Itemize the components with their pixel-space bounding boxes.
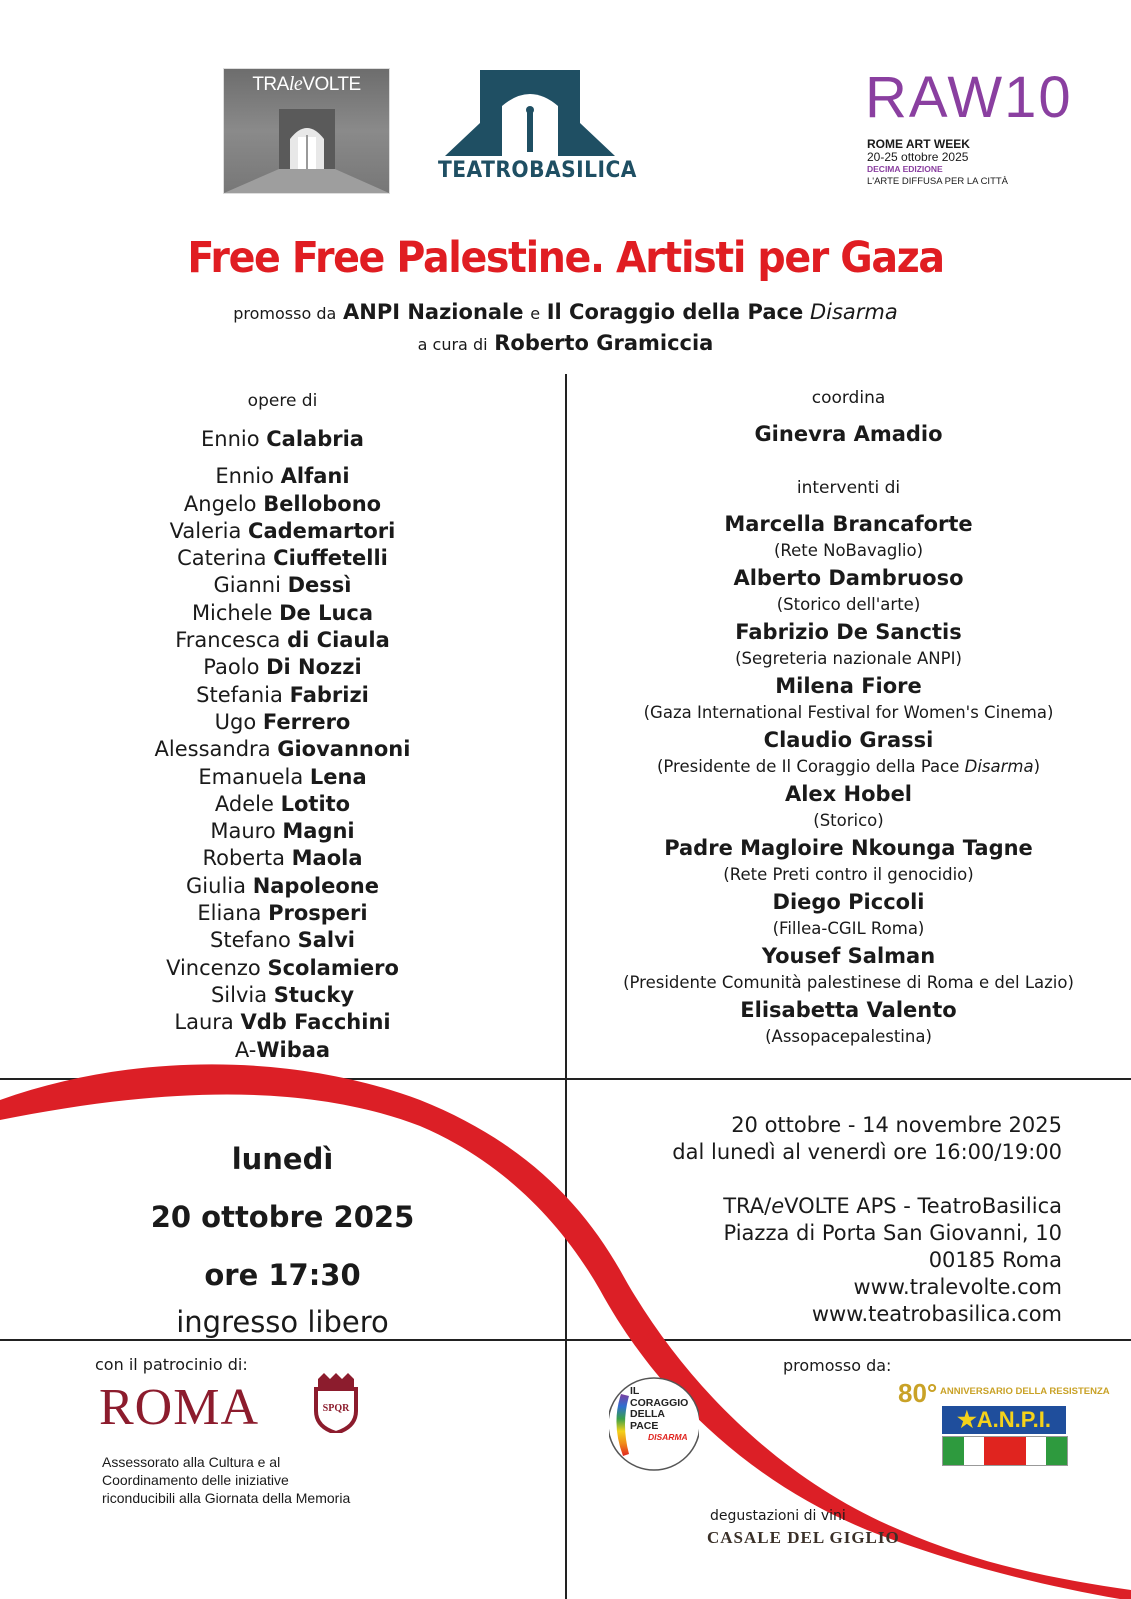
raw10-line1: ROME ART WEEK <box>867 137 970 151</box>
artist-item: Francesca di Ciaula <box>175 628 390 653</box>
speaker-name: Padre Magloire Nkounga Tagne <box>664 836 1033 860</box>
artist-item: Paolo Di Nozzi <box>203 655 362 680</box>
speaker-affiliation: (Rete Preti contro il genocidio) <box>723 865 974 884</box>
raw10-wordmark: RAW10 <box>865 65 1073 130</box>
artist-item: Adele Lotito <box>214 791 351 816</box>
speaker-affiliation: (Storico dell'arte) <box>776 595 921 614</box>
artist-item: Stefano Salvi <box>210 928 355 953</box>
speaker-affiliation: (Storico) <box>813 811 884 830</box>
basilica-arch-icon <box>430 68 630 158</box>
coraggio-pace-logo <box>609 1374 699 1474</box>
artist-item: Ennio Alfani <box>215 464 350 489</box>
speaker-affiliation: (Gaza International Festival for Women's Cinema) <box>643 703 1054 722</box>
wine-tasting-label: degustazioni di vini <box>710 1508 846 1524</box>
casale-del-giglio-logo: CASALE DEL GIGLIO <box>707 1528 900 1547</box>
speaker-name: Yousef Salman <box>761 944 936 968</box>
website-tralevolte: www.tralevolte.com <box>853 1275 1062 1299</box>
artist-item: Giulia Napoleone <box>186 873 379 898</box>
event-title: Free Free Palestine. Artisti per Gaza <box>187 233 944 283</box>
tralevolte-logo-text: TRAleVOLTE <box>252 73 361 95</box>
speaker-name: Marcella Brancaforte <box>724 512 973 536</box>
event-entry: ingresso libero <box>176 1305 389 1339</box>
patronage-label: con il patrocinio di: <box>95 1355 248 1374</box>
raw10-line3: DECIMA EDIZIONE <box>867 164 943 174</box>
teatrobasilica-logo <box>430 68 637 190</box>
exhibition-info <box>600 1112 1062 1328</box>
featured-artist: Ennio Calabria <box>201 427 364 451</box>
anpi-anniversary-text: ANNIVERSARIO DELLA RESISTENZA <box>940 1386 1110 1397</box>
event-date: 20 ottobre 2025 <box>150 1200 415 1234</box>
speaker-name: Milena Fiore <box>775 674 922 698</box>
artist-item: A-Wibaa <box>234 1037 331 1062</box>
artist-item: Michele De Luca <box>191 600 374 625</box>
promoted-by-line: promosso da ANPI Nazionale e Il Coraggio della Pace Disarma <box>233 300 898 324</box>
speakers-label: interventi di <box>796 478 901 498</box>
works-by-label: opere di <box>247 391 318 411</box>
artist-item: Gianni Dessì <box>213 573 352 598</box>
speaker-affiliation: (Presidente Comunità palestinese di Roma e del Lazio) <box>623 973 1074 992</box>
artist-item: Eliana Prosperi <box>197 901 368 926</box>
speaker-name: Claudio Grassi <box>763 728 934 752</box>
assessorato-text: Assessorato alla Cultura e al Coordinamento delle iniziative riconducibili alla Giornata della Memoria <box>102 1454 351 1506</box>
exhibition-hours: dal lunedì al venerdì ore 16:00/19:00 <box>672 1140 1062 1164</box>
speaker-name: Alex Hobel <box>784 782 913 806</box>
promoted-by-label: promosso da: <box>783 1356 892 1375</box>
artist-item: Alessandra Giovannoni <box>154 737 411 762</box>
crest-spqr: SPQR <box>322 1403 350 1414</box>
anpi-name: ★A.N.P.I. <box>957 1407 1051 1432</box>
speaker-affiliation: (Fillea-CGIL Roma) <box>772 919 925 938</box>
artist-item: Silvia Stucky <box>210 982 355 1007</box>
speaker-list <box>566 510 1131 1050</box>
artist-item: Vincenzo Scolamiero <box>166 955 399 980</box>
arch-photo-icon <box>224 69 389 193</box>
raw10-logo <box>865 65 1085 198</box>
event-time: ore 17:30 <box>204 1258 361 1292</box>
exhibition-period: 20 ottobre - 14 novembre 2025 <box>731 1113 1062 1137</box>
event-datetime <box>0 1130 565 1340</box>
artist-item: Ugo Ferrero <box>214 709 351 734</box>
artist-item: Angelo Bellobono <box>183 491 382 516</box>
speaker-affiliation: (Rete NoBavaglio) <box>773 541 924 560</box>
speaker-name: Fabrizio De Sanctis <box>735 620 962 644</box>
event-day: lunedì <box>231 1142 334 1176</box>
speaker-name: Elisabetta Valento <box>740 998 957 1022</box>
artist-item: Roberta Maola <box>202 846 363 871</box>
coordinator-label: coordina <box>811 388 886 408</box>
anpi-flag-band <box>942 1436 1068 1466</box>
coraggio-text: IL CORAGGIO DELLA PACE DISARMA <box>630 1385 689 1442</box>
roma-logo-text: ROMA <box>99 1379 260 1436</box>
teatrobasilica-name: TEATROBASILICA <box>438 158 637 183</box>
anpi-logo <box>898 1376 1110 1468</box>
speaker-affiliation: (Presidente de Il Coraggio della Pace Disarma) <box>656 757 1041 776</box>
speaker-affiliation: (Assopacepalestina) <box>765 1027 932 1046</box>
artist-list <box>0 463 565 1064</box>
website-teatrobasilica: www.teatrobasilica.com <box>811 1302 1062 1326</box>
venue-city: 00185 Roma <box>928 1248 1062 1272</box>
artist-item: Mauro Magni <box>210 819 355 844</box>
speaker-affiliation: (Segreteria nazionale ANPI) <box>735 649 962 668</box>
anpi-star-icon: ★ <box>957 1407 977 1432</box>
artist-item: Laura Vdb Facchini <box>174 1010 391 1035</box>
coordinator-name: Ginevra Amadio <box>754 422 943 446</box>
roma-crest-icon <box>312 1373 360 1433</box>
raw10-line2: 20-25 ottobre 2025 <box>867 150 969 164</box>
raw10-line4: L'ARTE DIFFUSA PER LA CITTÀ <box>867 176 1009 187</box>
artist-item: Valeria Cademartori <box>169 518 396 543</box>
venue-address: Piazza di Porta San Giovanni, 10 <box>723 1221 1062 1245</box>
speaker-name: Diego Piccoli <box>772 890 925 914</box>
tralevolte-logo <box>223 68 390 194</box>
artist-item: Caterina Ciuffetelli <box>177 546 388 571</box>
anpi-anniversary-number: 80° <box>898 1378 938 1408</box>
artist-item: Emanuela Lena <box>198 764 367 789</box>
speakers-column <box>566 386 1131 1050</box>
curator-line: a cura di Roberto Gramiccia <box>417 331 714 355</box>
artist-item: Stefania Fabrizi <box>196 682 369 707</box>
speaker-name: Alberto Dambruoso <box>733 566 964 590</box>
artists-column <box>0 389 565 1064</box>
venue-name: TRA/eVOLTE APS - TeatroBasilica <box>723 1194 1062 1218</box>
